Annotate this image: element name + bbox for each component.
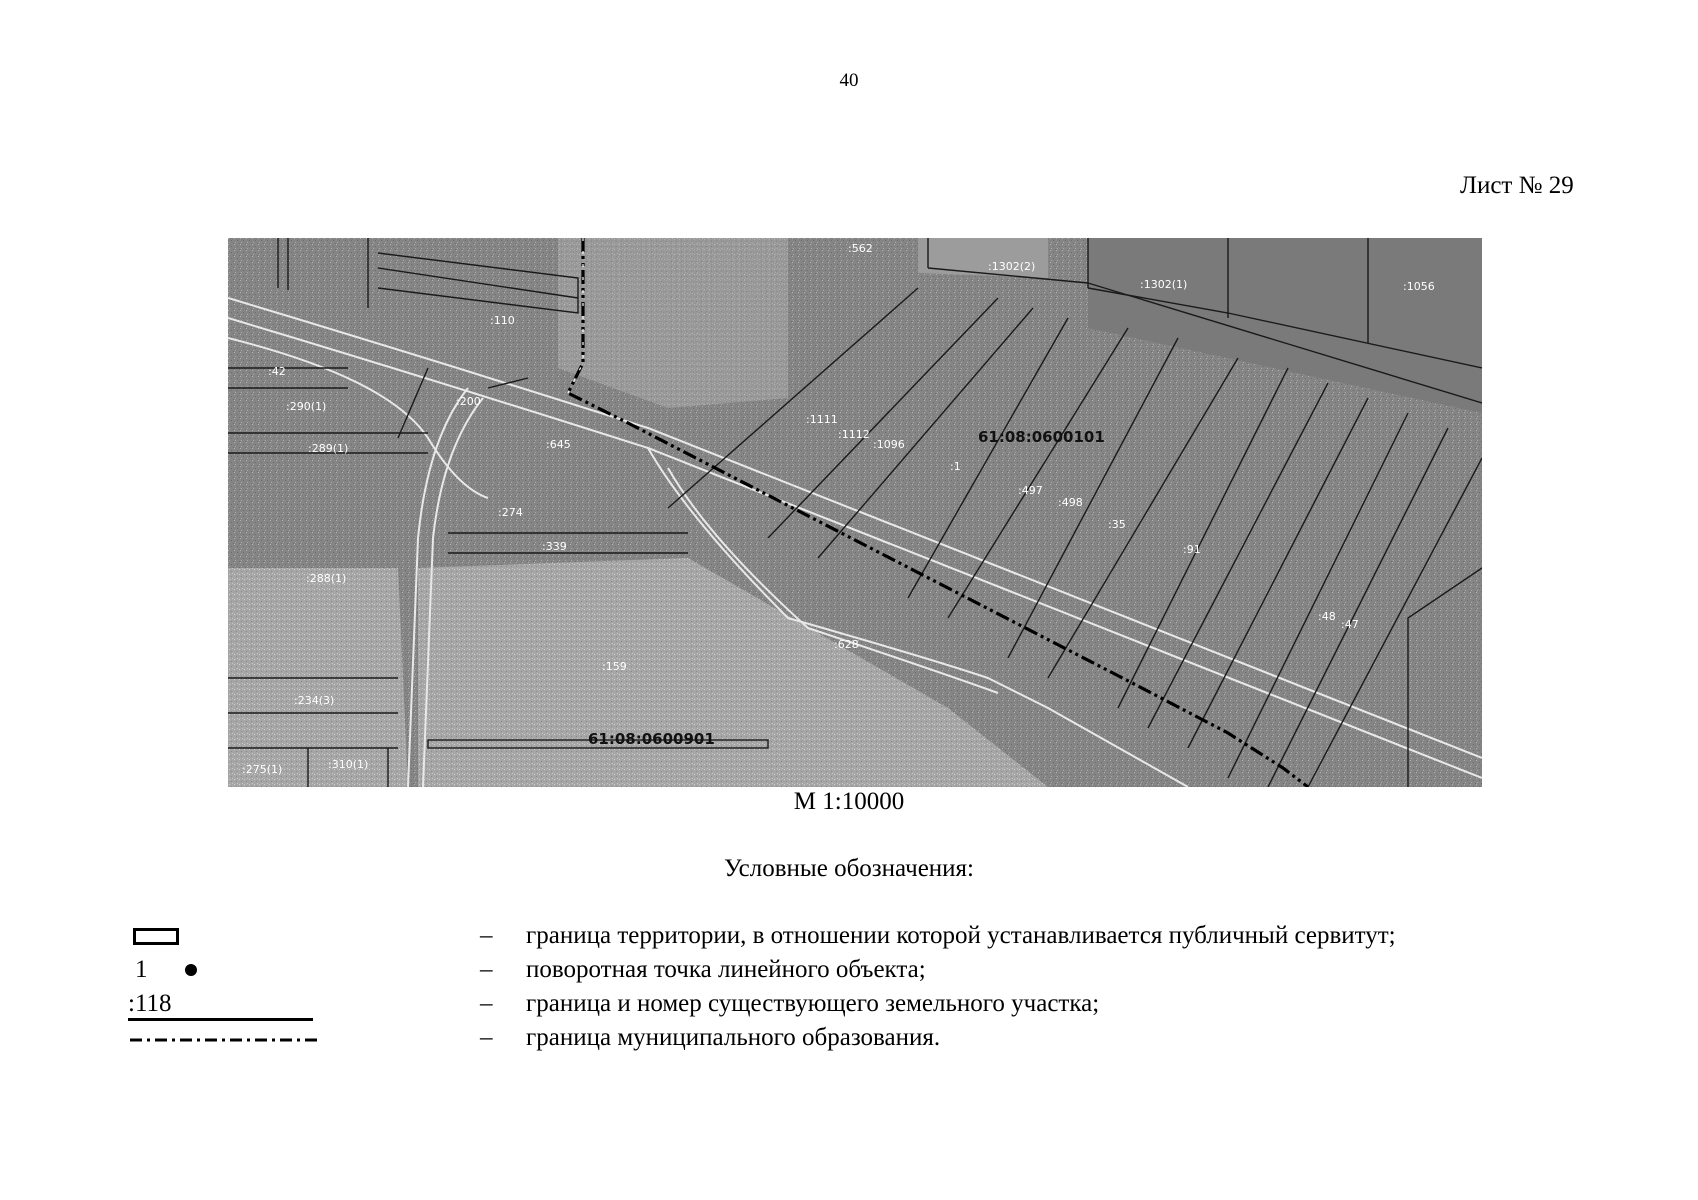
legend-text: граница и номер существующего земельного участка; <box>526 990 1100 1017</box>
parcel-label: :42 <box>268 365 286 378</box>
sheet-label: Лист № 29 <box>1460 172 1574 199</box>
parcel-label: :1111 <box>806 413 838 426</box>
parcel-label: :91 <box>1183 543 1201 556</box>
legend-dash: – <box>480 990 493 1017</box>
parcel-number: :118 <box>128 990 172 1017</box>
parcel-label: :290(1) <box>286 400 327 413</box>
legend-symbol-servitude-boundary <box>128 920 318 954</box>
parcel-label: :48 <box>1318 610 1336 623</box>
parcel-label: :1096 <box>873 438 905 451</box>
dot-icon <box>185 964 197 976</box>
map-scale: М 1:10000 <box>793 788 905 815</box>
parcel-label: :628 <box>834 638 859 651</box>
parcel-label: :498 <box>1058 496 1083 509</box>
legend-dash: – <box>480 922 493 949</box>
parcel-label: :288(1) <box>306 572 347 585</box>
page-number: 40 <box>839 70 859 91</box>
legend-text: граница территории, в отношении которой устанавливается публичный сервитут; <box>526 922 1396 949</box>
parcel-label: :310(1) <box>328 758 369 771</box>
parcel-label: :1302(1) <box>1140 278 1188 291</box>
parcel-label: :35 <box>1108 518 1126 531</box>
parcel-label: :47 <box>1341 618 1359 631</box>
legend-symbol-parcel-boundary <box>128 988 318 1022</box>
parcel-label: :200 <box>456 395 481 408</box>
legend-dash: – <box>480 1024 493 1051</box>
legend-item-parcel-boundary <box>0 988 1698 1022</box>
legend-text: граница муниципального образования. <box>526 1024 941 1051</box>
parcel-label: :645 <box>546 438 571 451</box>
parcel-label: :497 <box>1018 484 1043 497</box>
parcel-label: :1 <box>950 460 961 473</box>
parcel-label: :339 <box>542 540 567 553</box>
rectangle-outline-icon <box>133 928 179 945</box>
legend-item-turning-point <box>0 954 1698 988</box>
parcel-label: :1302(2) <box>988 260 1036 273</box>
legend-title: Условные обозначения: <box>723 855 975 882</box>
legend-text: поворотная точка линейного объекта; <box>526 956 926 983</box>
parcel-label: :234(3) <box>294 694 335 707</box>
dash-dot-line-icon <box>130 1036 318 1044</box>
solid-line-icon <box>128 1018 313 1021</box>
cadastral-map <box>228 238 1482 787</box>
parcel-label: :1112 <box>838 428 870 441</box>
legend-symbol-turning-point <box>128 954 318 988</box>
legend-symbol-municipal-boundary <box>128 1022 318 1056</box>
cadastral-block-label: 61:08:0600101 <box>978 428 1105 446</box>
parcel-label: :562 <box>848 242 873 255</box>
legend-dash: – <box>480 956 493 983</box>
point-number: 1 <box>135 956 148 983</box>
parcel-label: :1056 <box>1403 280 1435 293</box>
parcel-label: :275(1) <box>242 763 283 776</box>
legend-item-municipal-boundary <box>0 1022 1698 1056</box>
map-canvas <box>228 238 1482 787</box>
legend-item-servitude-boundary <box>0 920 1698 954</box>
parcel-label: :159 <box>602 660 627 673</box>
parcel-label: :274 <box>498 506 523 519</box>
parcel-label: :289(1) <box>308 442 349 455</box>
cadastral-block-label: 61:08:0600901 <box>588 730 715 748</box>
parcel-label: :110 <box>490 314 515 327</box>
